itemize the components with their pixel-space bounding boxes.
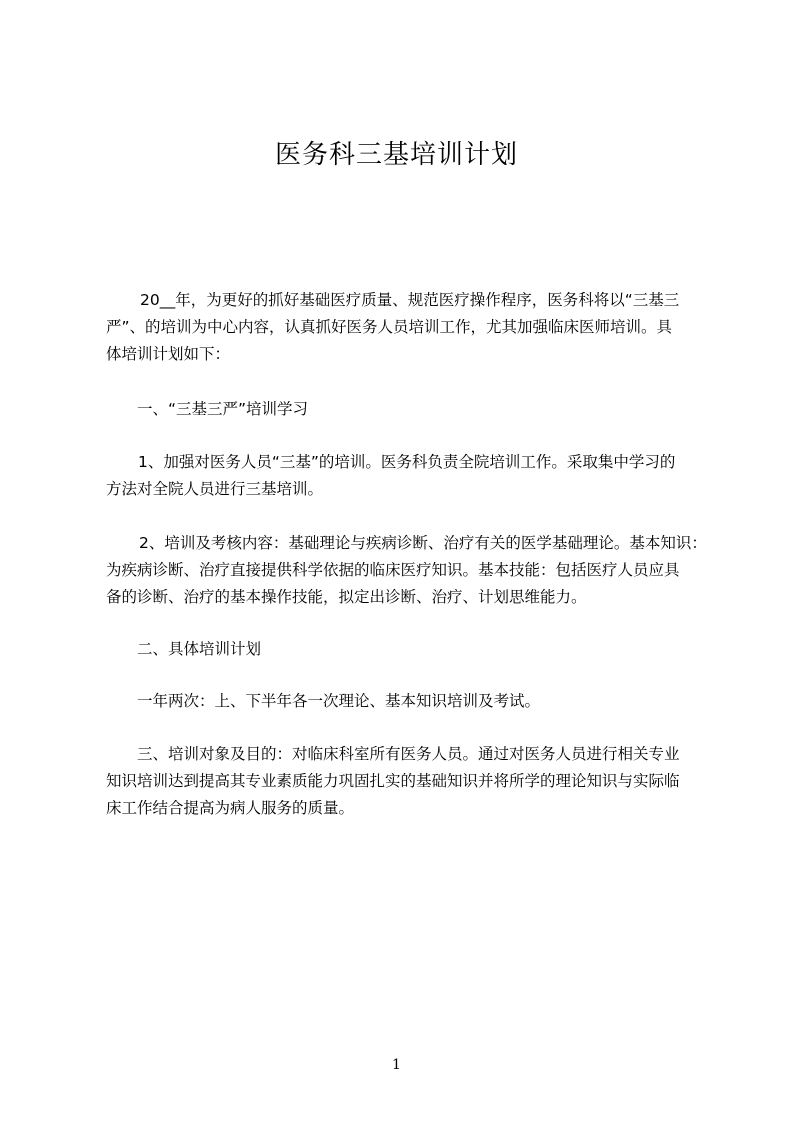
intro-line-2: 严”、的培训为中心内容，认真抓好医务人员培训工作，尤其加强临床医师培训。具 (106, 318, 673, 336)
section-1-item-1-line-2: 方法对全院人员进行三基培训。 (106, 480, 324, 498)
page-number: 1 (392, 1057, 401, 1073)
section-3-line-1: 三、培训对象及目的：对临床科室所有医务人员。通过对医务人员进行相关专业 (137, 745, 680, 763)
section-3-line-3: 床工作结合提高为病人服务的质量。 (106, 799, 355, 817)
section-1-heading: 一、“三基三严”培训学习 (137, 400, 309, 418)
section-1-item-2-line-2: 为疾病诊断、治疗直接提供科学依据的临床医疗知识。基本技能：包括医疗人员应具 (106, 561, 680, 579)
section-1-item-2-line-3: 备的诊断、治疗的基本操作技能，拟定出诊断、治疗、计划思维能力。 (106, 588, 587, 606)
section-2-text: 一年两次：上、下半年各一次理论、基本知识培训及考试。 (137, 692, 541, 710)
section-1-item-1-line-1: 1、加强对医务人员“三基”的培训。医务科负责全院培训工作。采取集中学习的 (138, 453, 676, 471)
section-3-line-2: 知识培训达到提高其专业素质能力巩固扎实的基础知识并将所学的理论知识与实际临 (106, 772, 680, 790)
section-1-item-2-line-1: 2、培训及考核内容：基础理论与疾病诊断、治疗有关的医学基础理论。基本知识： (139, 534, 707, 552)
document-title: 医务科三基培训计划 (274, 140, 518, 170)
intro-line-3: 体培训计划如下： (106, 345, 231, 363)
section-2-heading: 二、具体培训计划 (137, 640, 262, 658)
intro-line-1: 20__年，为更好的抓好基础医疗质量、规范医疗操作程序，医务科将以“三基三 (140, 291, 680, 309)
